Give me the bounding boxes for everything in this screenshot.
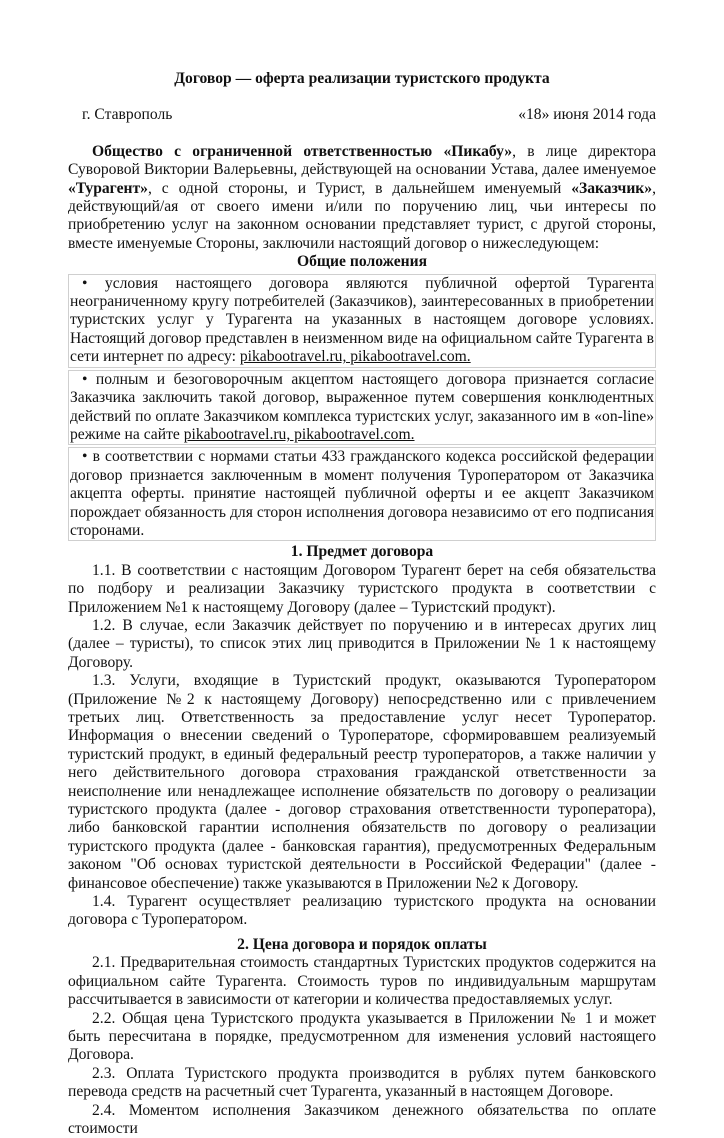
document-title: Договор — оферта реализации туристского продукта: [174, 70, 550, 87]
bullet-box-1: [68, 274, 656, 368]
heading-section-2: 2. Цена договора и порядок оплаты: [237, 935, 487, 953]
clause-2-1: 2.1. Предварительная стоимость стандартных Туристских продуктов содержится на официальном сайте Турагента. Стоимость туров по индивидуальным маршрутам рассчитывается в зависимости от категории и количества предоставляемых услуг.: [68, 954, 656, 1009]
bullet-3: • в соответствии с нормами статьи 433 гражданского кодекса российской федерации договор признается заключенным в момент получения Туроператором от Заказчика акцепта оферты. принятие настоящей публичной оферты и ее акцепт Заказчиком порождает обязанность для сторон исполнения договора независимо от его подписания сторонами.: [70, 448, 654, 539]
site-link-1[interactable]: pikabootravel.ru, pikabootravel.com.: [239, 348, 471, 366]
bullet-box-2: [68, 370, 656, 446]
touragent-term: «Турагент»: [68, 179, 148, 197]
city: г. Ставрополь: [82, 106, 173, 124]
heading-section-1: 1. Предмет договора: [290, 543, 434, 561]
clause-1-4: 1.4. Турагент осуществляет реализацию туристского продукта на основании договора с Туроператором.: [68, 893, 656, 929]
bullet-box-3: [68, 447, 656, 541]
intro-paragraph: Общество с ограниченной ответственностью «Пикабу», в лице директора Суворовой Виктории Валерьевны, действующей на основании Устава, далее именуемое «Турагент», с одной стороны, и Турист, в дальнейшем именуемый «Заказчик», действующий/ая от своего имени и/или по поручению лиц, чьи интересы по приобретению услуг на законном основании представляет турист, с другой стороны, вместе именуемые Стороны, заключили настоящий договор о нижеследующем:: [68, 142, 656, 252]
clause-1-2: 1.2. В случае, если Заказчик действует по поручению и в интересах других лиц (далее – туристы), то список этих лиц приводится в Приложении № 1 к настоящему Договору.: [68, 616, 656, 671]
customer-term: «Заказчик»: [571, 179, 653, 197]
site-link-2[interactable]: pikabootravel.ru, pikabootravel.com.: [183, 425, 415, 443]
place-date-line: [68, 106, 656, 124]
bullet-1: • условия настоящего договора являются публичной офертой Турагента неограниченному кругу потребителей (Заказчиков), заинтересованных в приобретении туристских услуг у Турагента на указанных в настоящем договоре условиях. Настоящий договор представлен в неизменном виде на официальном сайте Турагента в сети интернет по адресу: pikabootravel.ru, pikabootravel.com.: [70, 274, 654, 366]
contract-date: «18» июня 2014 года: [518, 106, 656, 124]
clause-1-3: 1.3. Услуги, входящие в Туристский продукт, оказываются Туроператором (Приложение №2 к настоящему Договору) непосредственно или с привлечением третьих лиц. Ответственность за предоставление услуг несет Туроператор. Информация о внесении сведений о Туроператоре, сформировавшем реализуемый туристский продукт, в единый федеральный реестр туроператоров, а также наличии у него действительного договора страхования гражданской ответственности за неисполнение или ненадлежащее исполнение обязательств по договору о реализации туристского продукта (далее - договор страхования ответственности туроператора), либо банковской гарантии исполнения обязательств по договору о реализации туристского продукта (далее - банковская гарантия), предусмотренных Федеральным законом "Об основах туристской деятельности в Российской Федерации" (далее - финансовое обеспечение) также указываются в Приложении №2 к Договору.: [68, 672, 656, 892]
clause-1-1: 1.1. В соответствии с настоящим Договором Турагент берет на себя обязательства по подбору и реализации Заказчику туристского продукта в соответствии с Приложением №1 к настоящему Договору (далее – Туристский продукт).: [68, 561, 656, 616]
clause-2-2: 2.2. Общая цена Туристского продукта указывается в Приложении № 1 и может быть пересчитана в порядке, предусмотренном для изменения условий настоящего Договора.: [68, 1009, 656, 1064]
clause-2-4: 2.4. Моментом исполнения Заказчиком денежного обязательства по оплате стоимости: [68, 1101, 656, 1137]
bullet-2: • полным и безоговорочным акцептом настоящего договора признается согласие Заказчика заключить такой договор, выраженное путем совершения конклюдентных действий по оплате Заказчиком комплекса туристских услуг, заказанного им в «on-line» режиме на сайте pikabootravel.ru, pikabootravel.com.: [70, 370, 654, 443]
heading-general: Общие положения: [296, 253, 428, 271]
company-name: Общество с ограниченной ответственностью «Пикабу»: [92, 142, 513, 160]
clause-2-3: 2.3. Оплата Туристского продукта производится в рублях путем банковского перевода средств на расчетный счет Турагента, указанный в настоящем Договоре.: [68, 1064, 656, 1101]
